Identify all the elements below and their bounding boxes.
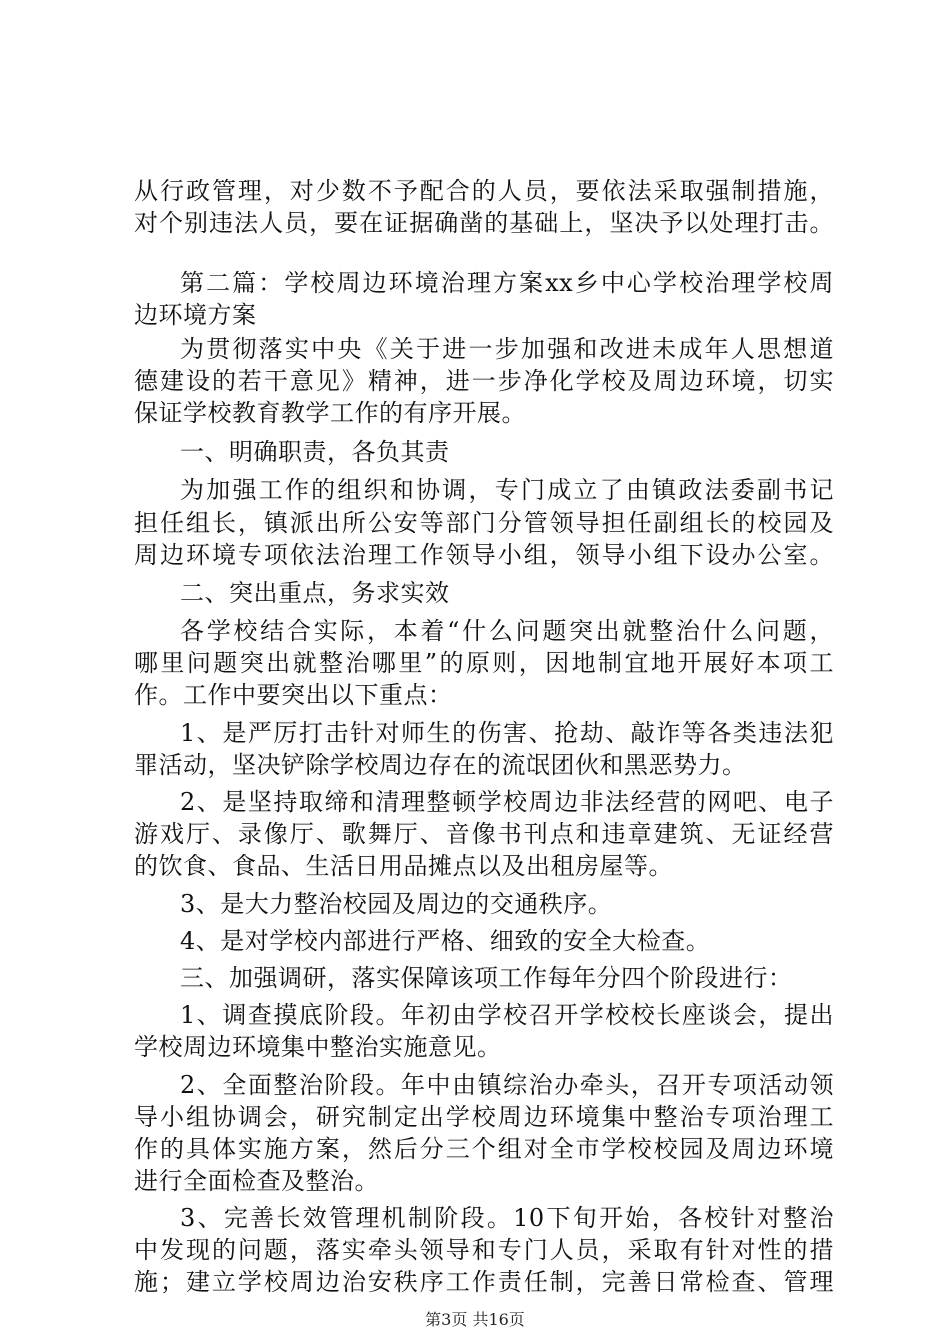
body-line: 保证学校教育教学工作的有序开展。	[134, 399, 526, 427]
subheading-line: 二、突出重点，务求实效	[180, 579, 450, 607]
list-item-line: 1、是严厉打击针对师生的伤害、抢劫、敲诈等各类违法犯	[180, 719, 834, 747]
list-item-line: 导小组协调会，研究制定出学校周边环境集中整治专项治理工	[134, 1103, 834, 1131]
list-item-line: 2、是坚持取缔和清理整顿学校周边非法经营的网吧、电子	[180, 788, 834, 816]
page-footer: 第3页 共16页	[425, 1310, 525, 1329]
list-item-line: 施；建立学校周边治安秩序工作责任制，完善日常检查、管理	[134, 1268, 834, 1296]
list-item-line: 2、全面整治阶段。年中由镇综治办牵头，召开专项活动领	[180, 1071, 834, 1099]
body-line: 作。工作中要突出以下重点：	[134, 681, 453, 709]
subheading-line: 一、明确职责，各负其责	[180, 438, 450, 466]
list-item-line: 进行全面检查及整治。	[134, 1167, 379, 1195]
list-item-line: 1、调查摸底阶段。年初由学校召开学校校长座谈会，提出	[180, 1001, 834, 1029]
body-line: 担任组长，镇派出所公安等部门分管领导担任副组长的校园及	[134, 509, 834, 537]
body-line: 为加强工作的组织和协调，专门成立了由镇政法委副书记	[180, 476, 834, 504]
body-line: 为贯彻落实中央《关于进一步加强和改进未成年人思想道	[180, 335, 834, 363]
list-item-line: 3、是大力整治校园及周边的交通秩序。	[180, 890, 613, 918]
section-heading-line: 边环境方案	[134, 301, 257, 329]
list-item-line: 学校周边环境集中整治实施意见。	[134, 1033, 502, 1061]
section-heading-line: 第二篇：学校周边环境治理方案xx乡中心学校治理学校周	[180, 269, 834, 297]
list-item-line: 罪活动，坚决铲除学校周边存在的流氓团伙和黑恶势力。	[134, 751, 747, 779]
body-line: 各学校结合实际，本着“什么问题突出就整治什么问题，	[180, 617, 834, 645]
list-item-line: 游戏厅、录像厅、歌舞厅、音像书刊点和违章建筑、无证经营	[134, 820, 834, 848]
body-line: 对个别违法人员，要在证据确凿的基础上，坚决予以处理打击。	[134, 209, 834, 237]
list-item-line: 作的具体实施方案，然后分三个组对全市学校校园及周边环境	[134, 1135, 834, 1163]
subheading-line: 三、加强调研，落实保障该项工作每年分四个阶段进行：	[180, 964, 793, 992]
body-line: 周边环境专项依法治理工作领导小组，领导小组下设办公室。	[134, 541, 834, 569]
list-item-line: 4、是对学校内部进行严格、细致的安全大检查。	[180, 927, 711, 955]
body-line: 从行政管理，对少数不予配合的人员，要依法采取强制措施，	[134, 177, 834, 205]
list-item-line: 中发现的问题，落实牵头领导和专门人员，采取有针对性的措	[134, 1236, 834, 1264]
list-item-line: 的饮食、食品、生活日用品摊点以及出租房屋等。	[134, 852, 673, 880]
body-line: 德建设的若干意见》精神，进一步净化学校及周边环境，切实	[134, 367, 834, 395]
body-line: 哪里问题突出就整治哪里”的原则，因地制宜地开展好本项工	[134, 649, 834, 677]
list-item-line: 3、完善长效管理机制阶段。10下旬开始，各校针对整治	[180, 1204, 834, 1232]
